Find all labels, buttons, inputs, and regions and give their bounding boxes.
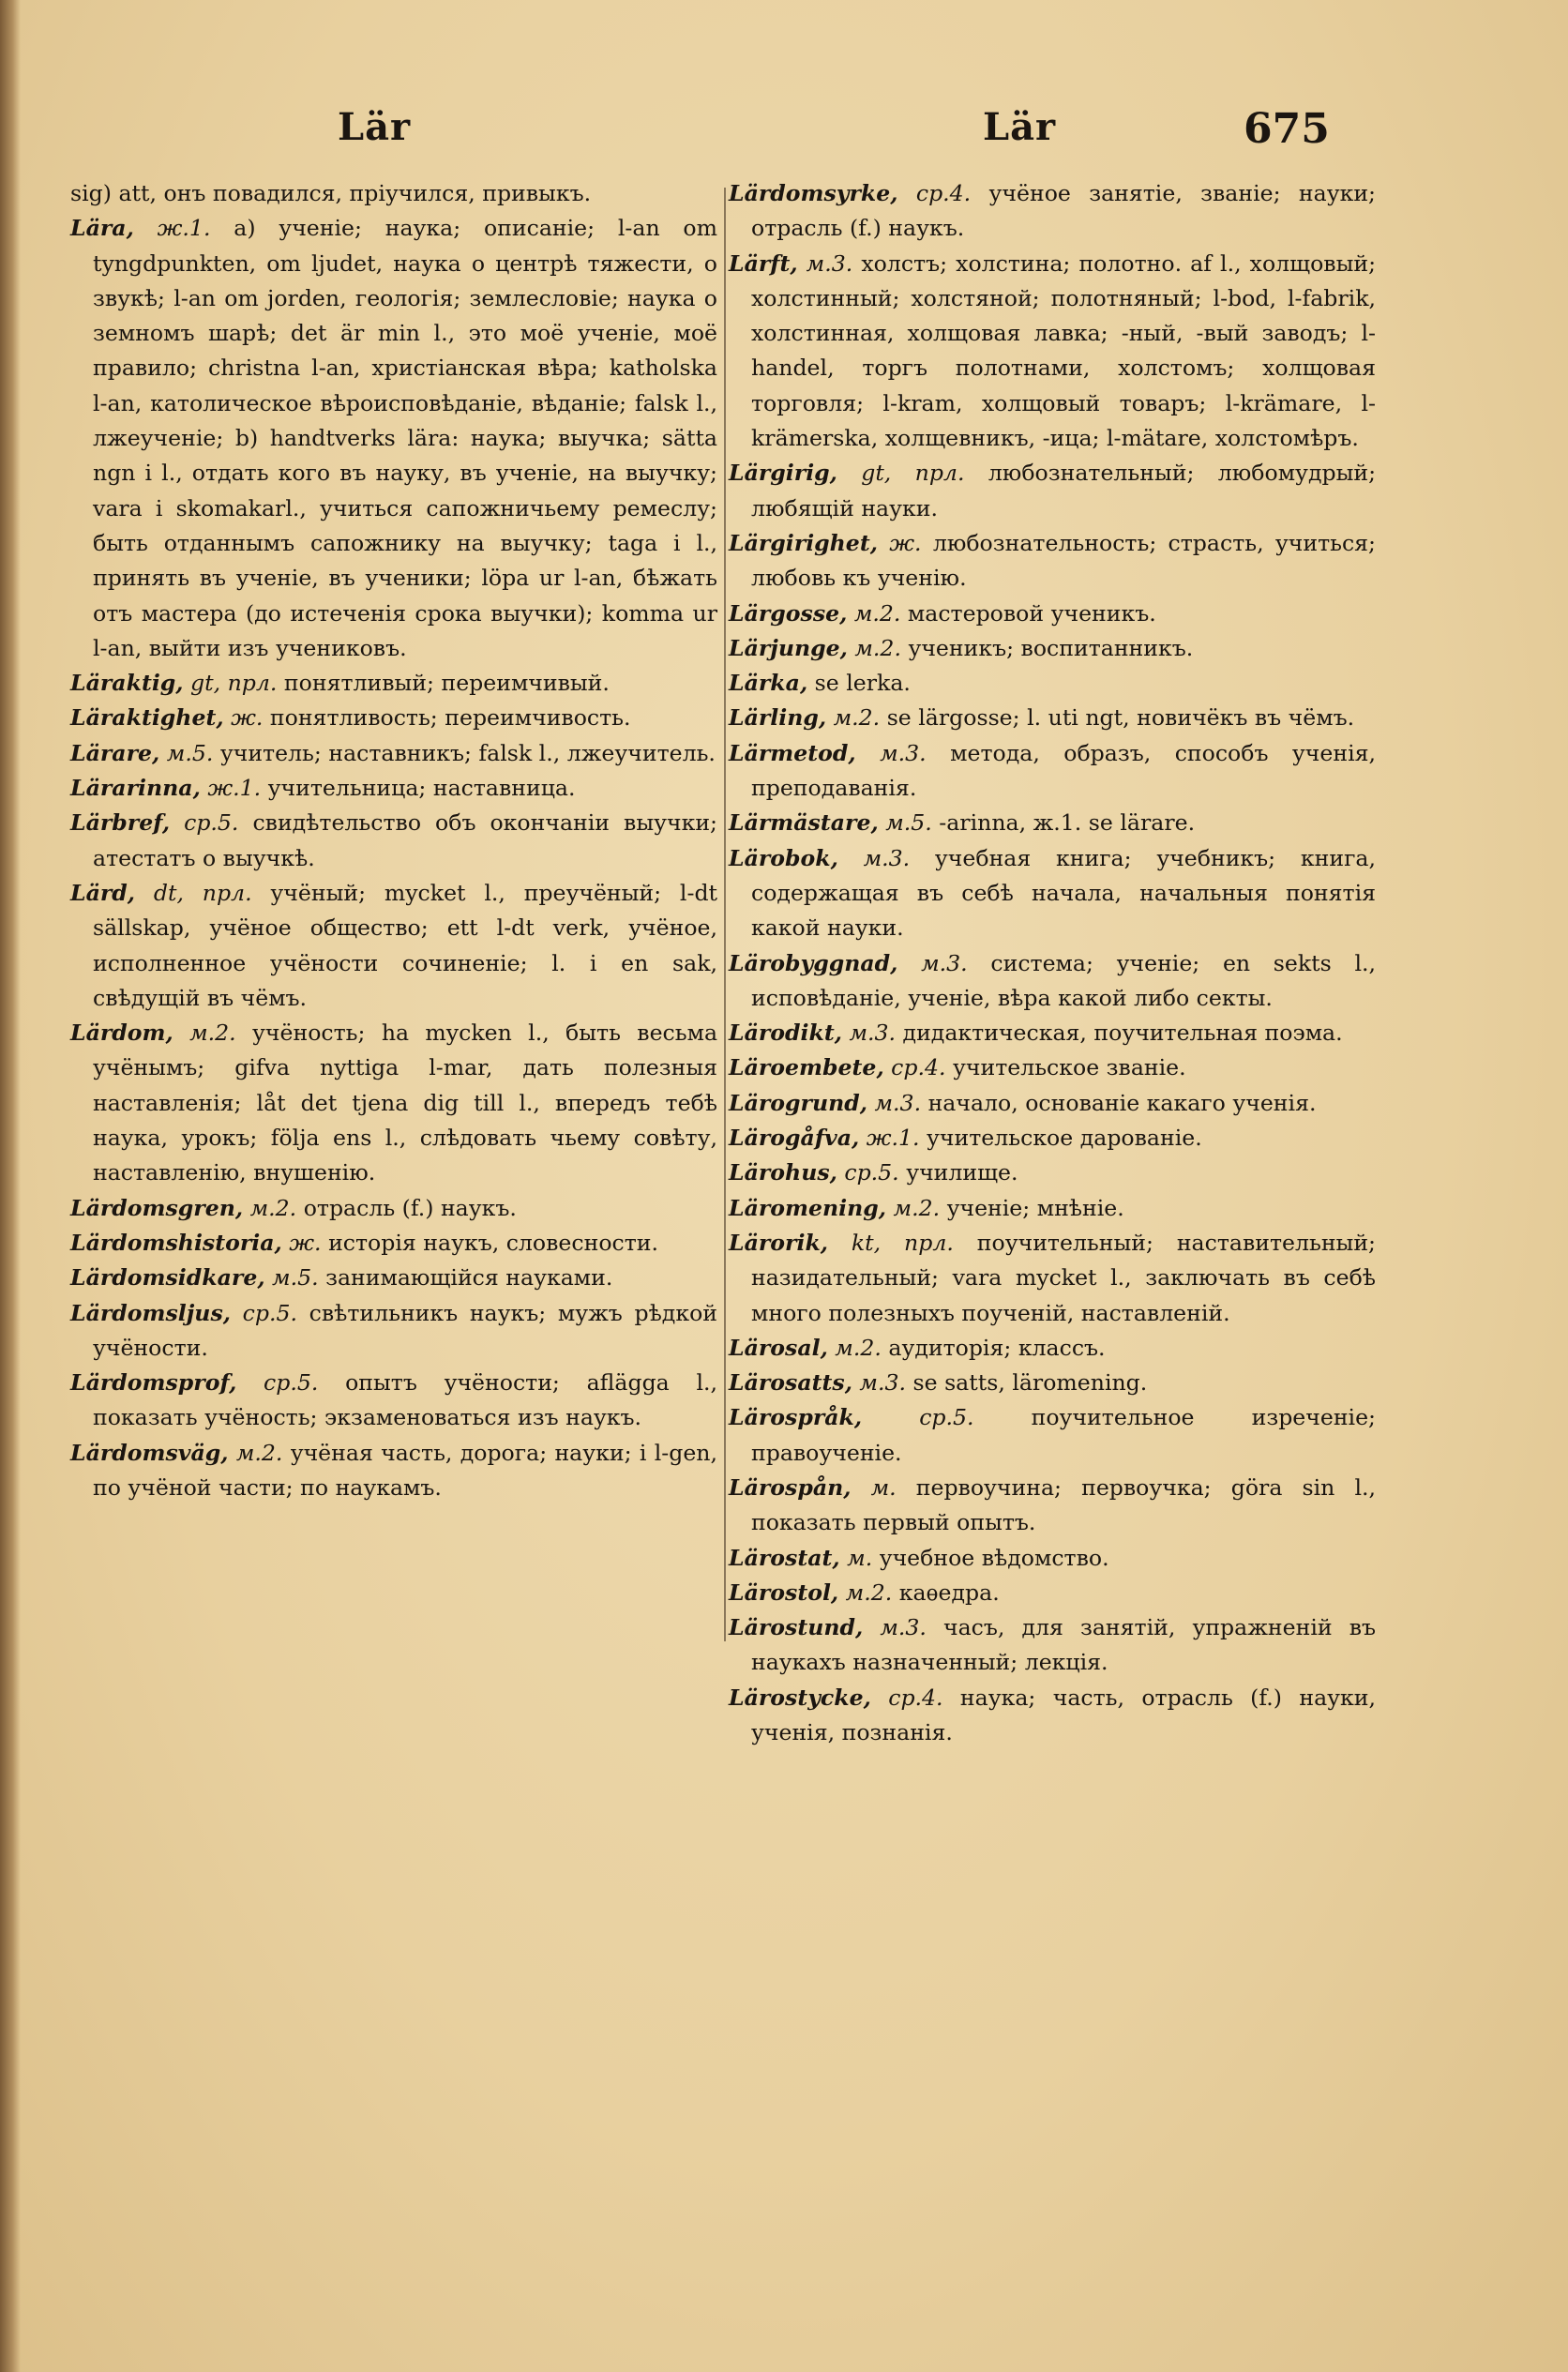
entry-definition: метода, образъ, способъ ученія, преподаванія. [751, 739, 1377, 802]
dictionary-entry [70, 1226, 717, 1261]
entry-headword: Lärgirig, [729, 460, 837, 487]
entry-headword: Lärogrund, [729, 1089, 867, 1116]
entry-headword: Lära, [70, 215, 134, 242]
dictionary-entry [729, 247, 1376, 457]
dictionary-entry [70, 701, 717, 735]
dictionary-entry [729, 1191, 1376, 1226]
dictionary-entry [70, 666, 717, 701]
dictionary-entry [729, 736, 1376, 807]
dictionary-entry [729, 1400, 1376, 1471]
entry-definition: мастеровой ученикъ. [907, 599, 1156, 627]
dictionary-entry [729, 456, 1376, 526]
entry-grammar: м.3. [874, 1089, 922, 1116]
entry-headword: Lärdomsidkare, [70, 1264, 265, 1292]
entry-headword: Lärdomsväg, [70, 1439, 229, 1466]
entry-definition: ученикъ; воспитанникъ. [908, 634, 1194, 661]
entry-headword: Läromening, [729, 1194, 887, 1221]
dictionary-entry [70, 1296, 717, 1367]
entry-headword: Lärka, [729, 670, 808, 697]
entry-grammar: м.2. [249, 1194, 297, 1221]
dictionary-entry [729, 1576, 1376, 1610]
entry-grammar: м.3. [863, 844, 911, 871]
entry-definition: se lerka. [814, 670, 911, 697]
entry-headword: Lärorik, [729, 1229, 828, 1256]
entry-headword: Lärjunge, [729, 634, 848, 661]
entry-grammar: ср.4. [915, 180, 972, 206]
entry-definition: дидактическая, поучительная поэма. [902, 1020, 1343, 1047]
entry-definition: учительница; наставница. [267, 775, 576, 802]
dictionary-entry [729, 1541, 1376, 1576]
binding-shadow [0, 0, 21, 2372]
entry-grammar: ж. [231, 704, 264, 732]
dictionary-entry [70, 771, 717, 806]
entry-grammar: м.3. [880, 739, 927, 766]
running-head-right: Lär [983, 105, 1057, 149]
entry-grammar: ж.1. [866, 1125, 920, 1152]
entry-definition: начало, основаніе какаго ученія. [927, 1089, 1317, 1116]
entry-headword: Lärdomsljus, [70, 1299, 231, 1326]
entry-headword: Lärarinna, [70, 775, 201, 802]
entry-grammar: gt, прл. [861, 460, 965, 487]
entry-grammar: м.3. [880, 1614, 927, 1641]
entry-headword: Lärogåfva, [729, 1125, 860, 1152]
entry-headword: Lärgosse, [729, 599, 848, 627]
entry-headword: Läraktighet, [70, 704, 224, 732]
entry-grammar: м.2. [854, 634, 901, 661]
entry-definition: учительское званіе. [952, 1054, 1186, 1081]
entry-definition: a) ученіе; наука; описаніе; l-an om tyngdpunkten, om ljudet, наука о центрѣ тяжести, о звукѣ; l-an om jorden, геологія; землесловіе; наука о земномъ шарѣ; det är min l., это моё ученіе, моё правило; christna l-an, христіанская вѣра; katholska l-an, католическое вѣроисповѣданіе, вѣданіе; falsk l., лжеученіе; b) handtverks lära: наука; выучка; sätta ngn i l., отдать кого въ науку, въ ученіе, на выучку; vara i skomakarl., учиться сапожничьему ремеслу; быть отданнымъ сапожнику на выучку; taga i l., принять въ ученіе, въ ученики; löpa ur l-an, бѣжать отъ мастера (до истеченія срока выучки); komma ur l-an, выйти изъ учениковъ. [93, 215, 718, 661]
entry-grammar: м.2. [835, 1334, 882, 1361]
entry-grammar: м.3. [806, 249, 853, 277]
entry-definition: sig) att, онъ повадился, пріучился, привыкъ. [70, 180, 592, 206]
dictionary-entry [729, 806, 1376, 840]
dictionary-entry [70, 806, 717, 876]
entry-grammar: ж. [889, 529, 922, 556]
entry-definition: понятливость; переимчивость. [269, 704, 631, 732]
entry-definition: отрасль (f.) наукъ. [303, 1194, 517, 1221]
entry-headword: Lärmetod, [729, 739, 856, 766]
entry-headword: Lärdom, [70, 1020, 173, 1047]
entry-grammar: м.5. [166, 739, 214, 766]
entry-grammar: м.2. [853, 599, 901, 627]
entry-definition: первоучина; первоучка; göra sin l., показать первый опытъ. [751, 1473, 1376, 1536]
entry-definition: учитель; наставникъ; falsk l., лжеучитель. [219, 739, 716, 766]
dictionary-entry [70, 1436, 717, 1506]
dictionary-entry [729, 597, 1376, 631]
entry-grammar: gt, прл. [190, 670, 278, 697]
entry-grammar: ср.4. [891, 1054, 946, 1081]
dictionary-entry [729, 631, 1376, 666]
right-column [729, 176, 1376, 1750]
entry-grammar: ср.5. [919, 1404, 974, 1431]
entry-headword: Lärospån, [729, 1473, 852, 1501]
dictionary-entry [70, 736, 717, 771]
dictionary-entry [729, 1610, 1376, 1681]
entry-grammar: м.2. [845, 1579, 893, 1606]
entry-headword: Lärdomsgren, [70, 1194, 244, 1221]
entry-definition: свидѣтельство объ окончаніи выучки; атестатъ о выучкѣ. [93, 809, 717, 871]
entry-grammar: м.5. [885, 809, 932, 837]
entry-definition: учёность; ha mycken l., быть весьма учёнымъ; gifva nyttiga l-mar, дать полезныя наставленія; låt det tjena dig till l., впередъ тебѣ наука, урокъ; följa ens l., слѣдовать чьему совѣту, наставленію, внушенію. [93, 1020, 718, 1186]
entry-grammar: ж.1. [157, 215, 211, 242]
entry-definition: se lärgosse; l. uti ngt, новичёкъ въ чёмъ. [886, 704, 1355, 732]
entry-grammar: м.3. [849, 1020, 897, 1047]
entry-headword: Lärare, [70, 739, 160, 766]
entry-definition: учёный; mycket l., преучёный; l-dt sällskap, учёное общество; ett l-dt verk, учёное, исполненное учёности сочиненіе; l. i en sak, свѣдущій въ чёмъ. [93, 879, 718, 1011]
entry-headword: Lärosatts, [729, 1369, 852, 1397]
column-divider [724, 188, 726, 1641]
dictionary-entry [70, 1191, 717, 1226]
dictionary-entry [729, 1681, 1376, 1751]
entry-grammar: kt, прл. [851, 1229, 954, 1256]
entry-grammar: м. [847, 1544, 873, 1571]
entry-headword: Lärodikt, [729, 1020, 842, 1047]
dictionary-entry [70, 176, 717, 211]
running-head-left: Lär [338, 105, 412, 149]
entry-grammar: м.2. [833, 704, 881, 732]
dictionary-entry [729, 666, 1376, 701]
dictionary-entry [70, 1261, 717, 1295]
dictionary-entry [729, 701, 1376, 735]
entry-definition: учебная книга; учебникъ; книга, содержащая въ себѣ начала, начальныя понятія какой науки. [751, 844, 1376, 942]
entry-definition: понятливый; переимчивый. [283, 670, 610, 697]
entry-grammar: м. [870, 1473, 897, 1501]
dictionary-entry [729, 841, 1376, 946]
entry-definition: поучительный; наставительный; назидательный; vara mycket l., заключать въ себѣ много полезныхъ поученій, наставленій. [751, 1229, 1376, 1326]
entry-definition: система; ученіе; en sekts l., исповѣданіе, ученіе, вѣра какой либо секты. [751, 949, 1377, 1011]
entry-headword: Lärohus, [729, 1159, 837, 1186]
dictionary-entry [729, 1331, 1376, 1366]
dictionary-entry [729, 1226, 1376, 1331]
entry-grammar: м.5. [272, 1264, 319, 1292]
entry-grammar: ж. [289, 1229, 322, 1256]
entry-headword: Lärospråk, [729, 1404, 863, 1431]
entry-definition: наука; часть, отрасль (f.) науки, ученія, познанія. [751, 1684, 1376, 1746]
dictionary-entry [729, 1366, 1376, 1400]
entry-grammar: ср.5. [264, 1369, 319, 1397]
entry-definition: учебное вѣдомство. [879, 1544, 1109, 1571]
entry-grammar: ср.4. [888, 1684, 943, 1711]
dictionary-entry [729, 946, 1376, 1017]
dictionary-entry [729, 1471, 1376, 1541]
entry-definition: исторія наукъ, словесности. [328, 1229, 659, 1256]
entry-headword: Lärmästare, [729, 809, 879, 837]
entry-headword: Lärdomsyrke, [729, 180, 898, 206]
dictionary-entry [729, 1016, 1376, 1050]
entry-headword: Lärdomshistoria, [70, 1229, 282, 1256]
entry-definition: свѣтильникъ наукъ; мужъ рѣдкой учёности. [93, 1299, 718, 1361]
entry-headword: Lärft, [729, 249, 798, 277]
entry-grammar: м.3. [921, 949, 968, 976]
entry-grammar: м.3. [859, 1369, 906, 1397]
dictionary-entry [729, 1050, 1376, 1085]
entry-headword: Lärbref, [70, 809, 171, 837]
entry-grammar: м.2. [235, 1439, 283, 1466]
entry-definition: -arinna, ж.1. se lärare. [939, 809, 1196, 837]
entry-definition: любознательный; любомудрый; любящій науки. [751, 460, 1377, 521]
dictionary-entry [70, 876, 717, 1016]
entry-definition: каѳедра. [898, 1579, 1000, 1606]
entry-definition: опытъ учёности; aflägga l., показать учёность; экзаменоваться изъ наукъ. [93, 1369, 717, 1431]
dictionary-entry [729, 176, 1376, 247]
entry-headword: Lärostat, [729, 1544, 840, 1571]
entry-headword: Läroembete, [729, 1054, 884, 1081]
dictionary-entry [70, 211, 717, 666]
dictionary-entry [729, 1156, 1376, 1190]
entry-definition: занимающійся науками. [325, 1264, 613, 1292]
dictionary-entry [729, 1121, 1376, 1156]
entry-headword: Lärosal, [729, 1334, 828, 1361]
entry-headword: Lärling, [729, 704, 827, 732]
left-column [70, 176, 717, 1505]
entry-definition: учёная часть, дорога; науки; i l-gen, по учёной части; по наукамъ. [93, 1439, 717, 1501]
entry-headword: Lärobyggnad, [729, 949, 898, 976]
entry-grammar: dt, прл. [153, 879, 252, 906]
entry-headword: Lärd, [70, 879, 136, 906]
page-number: 675 [1244, 105, 1330, 153]
entry-headword: Lärdomsprof, [70, 1369, 237, 1397]
dictionary-entry [70, 1366, 717, 1436]
entry-headword: Lärostol, [729, 1579, 839, 1606]
entry-grammar: ср.5. [844, 1159, 899, 1186]
dictionary-entry [729, 1086, 1376, 1121]
entry-definition: ученіе; мнѣніе. [946, 1194, 1124, 1221]
entry-headword: Lärostund, [729, 1614, 864, 1641]
entry-definition: поучительное изреченіе; правоученіе. [751, 1404, 1376, 1466]
entry-headword: Läraktig, [70, 670, 184, 697]
entry-grammar: м.2. [189, 1020, 236, 1047]
dictionary-entry [729, 526, 1376, 597]
entry-definition: учительское дарованіе. [927, 1125, 1202, 1152]
entry-grammar: ж.1. [207, 775, 262, 802]
entry-grammar: ср.5. [242, 1299, 297, 1326]
entry-grammar: ср.5. [184, 809, 239, 837]
entry-definition: часъ, для занятій, упражненій въ наукахъ назначенный; лекція. [751, 1614, 1376, 1676]
entry-headword: Lärobok, [729, 844, 838, 871]
entry-definition: холстъ; холстина; полотно. af l., холщовый; холстинный; холстяной; полотняный; l-bod, l-fabrik, холстинная, холщовая лавка; -ный, -вый заводъ; l-handel, торгъ полотнами, холстомъ; холщовая торговля; l-kram, холщовый товаръ; l-krämare, l-krämerska, холщевникъ, -ица; l-mätare, холстомѣръ. [751, 249, 1377, 452]
entry-definition: аудиторія; классъ. [888, 1334, 1106, 1361]
entry-definition: любознательность; страсть, учиться; любовь къ ученію. [751, 529, 1377, 592]
entry-definition: se satts, läromening. [912, 1369, 1148, 1397]
entry-definition: училище. [906, 1159, 1018, 1186]
entry-headword: Lärgirighet, [729, 529, 878, 556]
entry-grammar: м.2. [893, 1194, 941, 1221]
entry-definition: учёное занятіе, званіе; науки; отрасль (f.) наукъ. [751, 180, 1376, 242]
dictionary-entry [70, 1016, 717, 1190]
entry-headword: Lärostycke, [729, 1684, 871, 1711]
